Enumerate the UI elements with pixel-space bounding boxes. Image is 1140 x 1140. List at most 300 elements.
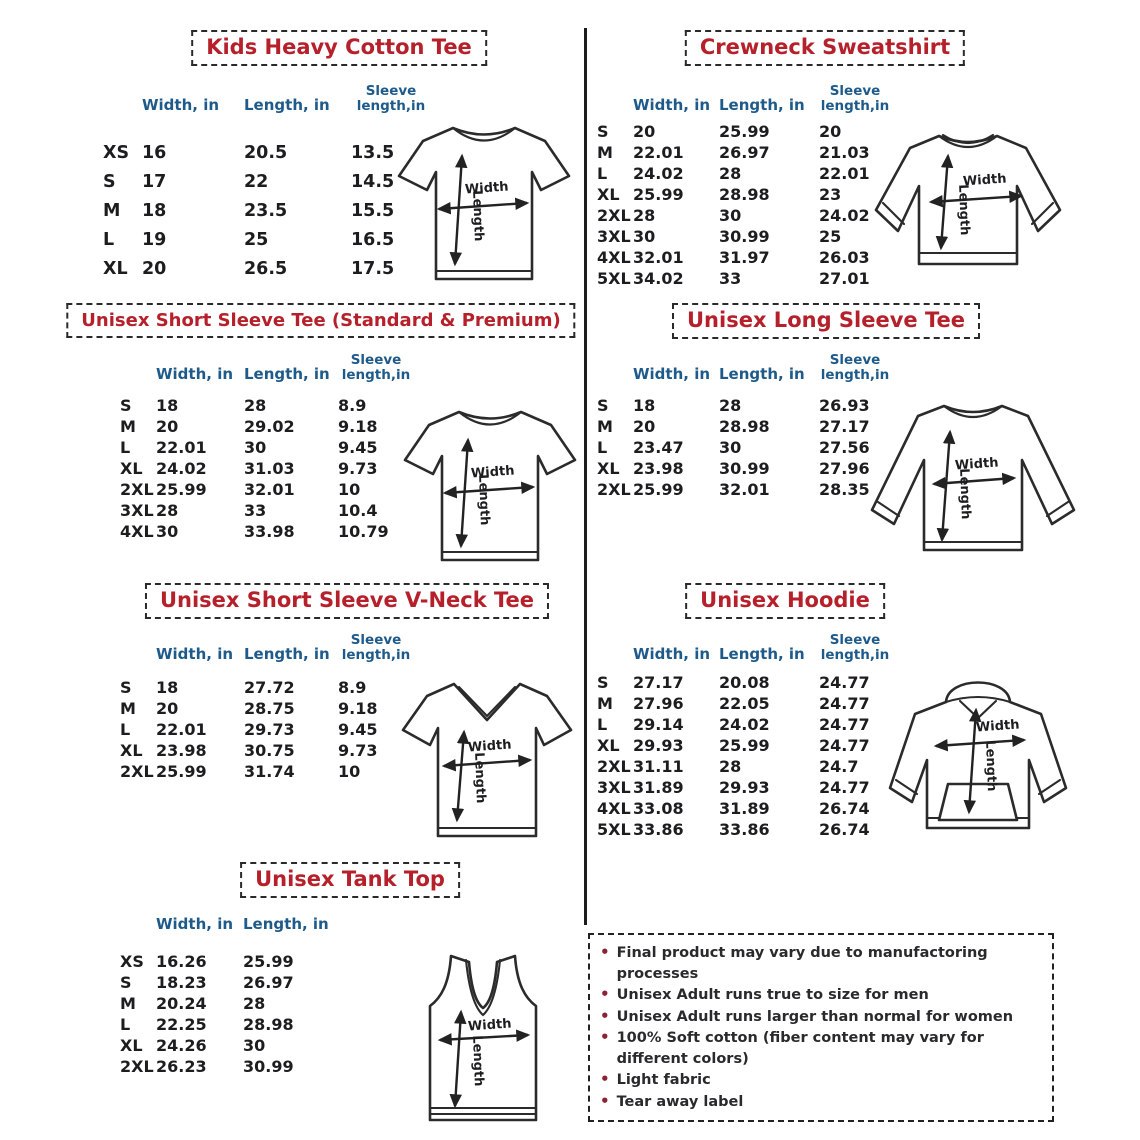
width-cell: 20 <box>633 417 656 437</box>
length-arrow-label: Length <box>469 1035 486 1087</box>
width-cell: 18 <box>142 200 167 221</box>
size-cell: M <box>120 417 136 437</box>
bullet-icon: • <box>600 985 610 1003</box>
size-cell: 4XL <box>120 522 154 542</box>
length-cell: 30 <box>244 438 267 458</box>
column-header-width: Width, in <box>156 645 234 664</box>
width-cell: 16 <box>142 142 167 163</box>
size-cell: M <box>103 200 121 221</box>
width-cell: 22.01 <box>156 720 207 740</box>
sleeve-cell: 10 <box>338 480 361 500</box>
table-row <box>103 167 436 196</box>
column-header-sleeve: Sleeve length,in <box>341 632 411 664</box>
table-row <box>597 226 896 247</box>
length-cell: 30.99 <box>719 227 770 247</box>
table-row <box>597 777 896 798</box>
section-title-std-tee: Unisex Short Sleeve Tee (Standard & Premium) <box>66 303 575 338</box>
length-cell: 30 <box>719 206 742 226</box>
width-cell: 19 <box>142 229 167 250</box>
length-cell: 29.02 <box>244 417 295 437</box>
width-cell: 25.99 <box>156 480 207 500</box>
sleeve-cell: 20 <box>819 122 842 142</box>
length-cell: 22 <box>244 171 269 192</box>
sleeve-cell: 8.9 <box>338 678 367 698</box>
column-divider <box>584 28 587 925</box>
length-cell: 30.99 <box>719 459 770 479</box>
size-cell: XS <box>120 951 144 971</box>
table-row <box>120 1014 338 1035</box>
sleeve-cell: 26.03 <box>819 248 870 268</box>
length-cell: 26.5 <box>244 258 288 279</box>
size-cell: XL <box>597 459 620 479</box>
length-cell: 29.93 <box>719 778 770 798</box>
hoodie-illustration <box>886 666 1070 854</box>
width-cell: 34.02 <box>633 269 684 289</box>
notes-list <box>600 942 1042 1112</box>
width-cell: 23.98 <box>633 459 684 479</box>
width-cell: 28 <box>633 206 656 226</box>
note-item <box>600 942 1042 984</box>
table-row <box>120 698 419 719</box>
sleeve-cell: 25 <box>819 227 842 247</box>
table-row <box>120 437 419 458</box>
sleeve-cell: 14.5 <box>351 171 395 192</box>
width-cell: 22.01 <box>156 438 207 458</box>
column-header-length: Length, in <box>244 365 330 384</box>
size-cell: L <box>120 438 131 458</box>
sleeve-cell: 10.4 <box>338 501 378 521</box>
note-item <box>600 984 1042 1006</box>
sleeve-cell: 24.02 <box>819 206 870 226</box>
width-cell: 22.01 <box>633 143 684 163</box>
sleeve-cell: 9.73 <box>338 459 378 479</box>
bullet-icon: • <box>600 943 610 961</box>
length-arrow-label: Length <box>956 468 973 520</box>
table-rows <box>120 951 338 1077</box>
size-table-hoodie <box>597 633 896 840</box>
column-header-width: Width, in <box>633 365 711 384</box>
size-cell: L <box>120 1014 131 1034</box>
width-cell: 33.86 <box>633 820 684 840</box>
table-row <box>597 672 896 693</box>
width-arrow-label: Width <box>464 179 510 198</box>
size-cell: 2XL <box>120 480 154 500</box>
table-row <box>120 521 419 542</box>
sleeve-cell: 16.5 <box>351 229 395 250</box>
size-cell: L <box>103 229 115 250</box>
column-header-sleeve: Sleeve length,in <box>356 83 426 115</box>
table-row <box>597 458 896 479</box>
size-cell: 2XL <box>597 757 631 777</box>
length-cell: 28 <box>719 164 742 184</box>
size-cell: 3XL <box>597 227 631 247</box>
column-header-width: Width, in <box>156 365 234 384</box>
width-arrow-label: Width <box>954 455 1000 474</box>
width-cell: 29.14 <box>633 715 684 735</box>
sleeve-cell: 24.77 <box>819 736 870 756</box>
table-rows <box>103 138 436 283</box>
table-row <box>120 395 419 416</box>
width-cell: 28 <box>156 501 179 521</box>
width-cell: 18 <box>156 678 179 698</box>
width-arrow-label: Width <box>470 463 516 482</box>
table-row <box>597 756 896 777</box>
sleeve-cell: 9.73 <box>338 741 378 761</box>
length-cell: 26.97 <box>719 143 770 163</box>
width-cell: 18.23 <box>156 972 207 992</box>
width-cell: 25.99 <box>633 480 684 500</box>
length-cell: 28 <box>244 396 267 416</box>
table-rows <box>120 395 419 542</box>
width-cell: 23.47 <box>633 438 684 458</box>
length-cell: 29.73 <box>244 720 295 740</box>
table-row <box>597 819 896 840</box>
size-cell: 3XL <box>597 778 631 798</box>
note-item <box>600 1027 1042 1069</box>
table-header-row <box>597 633 896 663</box>
size-cell: XL <box>597 185 620 205</box>
size-cell: 2XL <box>120 762 154 782</box>
length-cell: 20.08 <box>719 673 770 693</box>
note-text: Unisex Adult runs true to size for men <box>616 987 929 1003</box>
section-title-vneck: Unisex Short Sleeve V-Neck Tee <box>145 583 549 619</box>
size-cell: S <box>597 122 609 142</box>
length-cell: 25.99 <box>719 122 770 142</box>
width-cell: 22.25 <box>156 1014 207 1034</box>
length-cell: 30.75 <box>244 741 295 761</box>
length-cell: 27.72 <box>244 678 295 698</box>
table-row <box>120 500 419 521</box>
table-row <box>120 479 419 500</box>
width-cell: 18 <box>633 396 656 416</box>
width-cell: 24.02 <box>633 164 684 184</box>
section-title-hoodie: Unisex Hoodie <box>685 583 885 619</box>
sleeve-cell: 9.18 <box>338 417 378 437</box>
width-arrow-label: Width <box>467 1016 513 1035</box>
table-row <box>597 693 896 714</box>
size-table-kids-tee <box>103 84 436 283</box>
table-row <box>103 254 436 283</box>
width-cell: 27.96 <box>633 694 684 714</box>
longsleeve-illustration <box>862 392 1084 577</box>
column-header-width: Width, in <box>633 96 711 115</box>
sleeve-cell: 24.77 <box>819 778 870 798</box>
width-cell: 24.02 <box>156 459 207 479</box>
table-row <box>597 247 896 268</box>
sleeve-cell: 10.79 <box>338 522 389 542</box>
width-cell: 27.17 <box>633 673 684 693</box>
width-cell: 30 <box>633 227 656 247</box>
length-cell: 28.98 <box>719 185 770 205</box>
size-cell: 2XL <box>597 480 631 500</box>
table-header-row <box>120 916 338 933</box>
length-arrow-label: Length <box>475 474 492 526</box>
table-header-row <box>597 353 896 383</box>
size-cell: XL <box>120 741 143 761</box>
size-cell: 5XL <box>597 820 631 840</box>
size-cell: 2XL <box>597 206 631 226</box>
table-row <box>597 184 896 205</box>
column-header-width: Width, in <box>142 96 220 115</box>
table-rows <box>597 121 896 289</box>
column-header-length: Length, in <box>719 645 805 664</box>
length-cell: 26.97 <box>243 972 294 992</box>
width-arrow-label: Width <box>467 737 513 756</box>
table-header-row <box>597 84 896 114</box>
length-cell: 24.02 <box>719 715 770 735</box>
sleeve-cell: 17.5 <box>351 258 395 279</box>
vneck-illustration <box>400 670 575 846</box>
width-cell: 30 <box>156 522 179 542</box>
table-header-row <box>120 353 419 383</box>
sleeve-cell: 24.7 <box>819 757 859 777</box>
column-header-length: Length, in <box>243 915 329 933</box>
table-row <box>120 719 419 740</box>
table-row <box>120 458 419 479</box>
length-cell: 25.99 <box>719 736 770 756</box>
length-cell: 23.5 <box>244 200 288 221</box>
notes-box <box>588 933 1054 1122</box>
table-row <box>597 268 896 289</box>
length-cell: 32.01 <box>719 480 770 500</box>
sleeve-cell: 23 <box>819 185 842 205</box>
table-row <box>120 1056 338 1077</box>
size-cell: S <box>120 972 132 992</box>
size-cell: 3XL <box>120 501 154 521</box>
length-cell: 28 <box>719 396 742 416</box>
table-row <box>120 677 419 698</box>
table-row <box>597 416 896 437</box>
bullet-icon: • <box>600 1028 610 1046</box>
column-header-sleeve: Sleeve length,in <box>820 632 890 664</box>
length-cell: 25.99 <box>243 951 294 971</box>
width-cell: 29.93 <box>633 736 684 756</box>
sleeve-cell: 10 <box>338 762 361 782</box>
table-row <box>597 395 896 416</box>
width-cell: 24.26 <box>156 1035 207 1055</box>
table-header-row <box>103 84 436 114</box>
sleeve-cell: 15.5 <box>351 200 395 221</box>
table-header-row <box>120 633 419 663</box>
length-cell: 33 <box>719 269 742 289</box>
table-row <box>597 163 896 184</box>
length-cell: 33.98 <box>244 522 295 542</box>
width-cell: 31.11 <box>633 757 684 777</box>
size-cell: XL <box>120 1035 143 1055</box>
sleeve-cell: 9.45 <box>338 720 378 740</box>
width-cell: 31.89 <box>633 778 684 798</box>
table-row <box>120 993 338 1014</box>
length-cell: 30 <box>243 1035 266 1055</box>
table-row <box>597 121 896 142</box>
width-cell: 23.98 <box>156 741 207 761</box>
sleeve-cell: 27.56 <box>819 438 870 458</box>
width-cell: 20 <box>156 417 179 437</box>
sleeve-cell: 27.96 <box>819 459 870 479</box>
length-cell: 28 <box>719 757 742 777</box>
length-cell: 28.75 <box>244 699 295 719</box>
length-cell: 22.05 <box>719 694 770 714</box>
table-row <box>120 1035 338 1056</box>
width-cell: 18 <box>156 396 179 416</box>
note-item <box>600 1069 1042 1091</box>
section-title-crewneck: Crewneck Sweatshirt <box>685 30 965 66</box>
sleeve-cell: 27.01 <box>819 269 870 289</box>
length-cell: 25 <box>244 229 269 250</box>
note-text: Unisex Adult runs larger than normal for women <box>616 1008 1014 1025</box>
table-row <box>597 437 896 458</box>
column-header-width: Width, in <box>633 645 711 664</box>
width-cell: 26.23 <box>156 1056 207 1076</box>
sleeve-cell: 26.93 <box>819 396 870 416</box>
table-row <box>120 761 419 782</box>
size-cell: M <box>597 143 613 163</box>
sleeve-cell: 24.77 <box>819 694 870 714</box>
table-row <box>120 416 419 437</box>
width-cell: 20.24 <box>156 993 207 1013</box>
sleeve-cell: 27.17 <box>819 417 870 437</box>
length-cell: 30.99 <box>243 1056 294 1076</box>
length-arrow-label: Length <box>955 184 972 236</box>
table-row <box>597 479 896 500</box>
bullet-icon: • <box>600 1091 610 1110</box>
length-cell: 28.98 <box>243 1014 294 1034</box>
size-cell: S <box>103 171 116 192</box>
size-cell: 4XL <box>597 248 631 268</box>
note-text: Light fabric <box>616 1072 711 1088</box>
sleeve-cell: 21.03 <box>819 143 870 163</box>
size-cell: S <box>120 396 132 416</box>
length-cell: 32.01 <box>244 480 295 500</box>
tshirt-illustration <box>398 396 582 572</box>
size-table-long-sleeve <box>597 353 896 500</box>
table-row <box>120 972 338 993</box>
length-arrow-label: Length <box>471 752 488 804</box>
width-arrow-label: Width <box>962 171 1008 190</box>
width-cell: 20 <box>142 258 167 279</box>
width-cell: 25.99 <box>156 762 207 782</box>
table-row <box>103 225 436 254</box>
size-cell: M <box>120 699 136 719</box>
size-cell: L <box>120 720 131 740</box>
table-row <box>120 740 419 761</box>
size-cell: XL <box>103 258 128 279</box>
table-rows <box>597 672 896 840</box>
table-row <box>103 196 436 225</box>
sleeve-cell: 9.45 <box>338 438 378 458</box>
size-table-std-tee <box>120 353 419 542</box>
column-header-sleeve: Sleeve length,in <box>820 83 890 115</box>
sleeve-cell: 26.74 <box>819 820 870 840</box>
note-item <box>600 1091 1042 1113</box>
table-row <box>120 951 338 972</box>
length-arrow-label: Length <box>982 740 999 792</box>
column-header-sleeve: Sleeve length,in <box>341 352 411 384</box>
sleeve-cell: 9.18 <box>338 699 378 719</box>
width-cell: 32.01 <box>633 248 684 268</box>
sleeve-cell: 26.74 <box>819 799 870 819</box>
width-cell: 20 <box>633 122 656 142</box>
sleeve-cell: 24.77 <box>819 673 870 693</box>
section-title-long-sleeve: Unisex Long Sleeve Tee <box>672 303 980 339</box>
length-cell: 33 <box>244 501 267 521</box>
size-cell: XL <box>597 736 620 756</box>
length-cell: 31.03 <box>244 459 295 479</box>
column-header-length: Length, in <box>719 96 805 115</box>
size-cell: XL <box>120 459 143 479</box>
size-table-vneck <box>120 633 419 782</box>
width-cell: 16.26 <box>156 951 207 971</box>
size-cell: L <box>597 715 608 735</box>
size-table-crewneck <box>597 84 896 289</box>
width-cell: 20 <box>156 699 179 719</box>
sleeve-cell: 24.77 <box>819 715 870 735</box>
sleeve-cell: 28.35 <box>819 480 870 500</box>
size-cell: S <box>597 673 609 693</box>
table-row <box>597 142 896 163</box>
length-cell: 31.74 <box>244 762 295 782</box>
table-rows <box>597 395 896 500</box>
column-header-width: Width, in <box>156 915 234 933</box>
length-cell: 31.97 <box>719 248 770 268</box>
column-header-sleeve: Sleeve length,in <box>820 352 890 384</box>
tshirt-illustration <box>392 112 576 292</box>
note-item <box>600 1006 1042 1028</box>
size-cell: 2XL <box>120 1056 154 1076</box>
note-text: Tear away label <box>616 1093 744 1110</box>
sleeve-cell: 22.01 <box>819 164 870 184</box>
bullet-icon: • <box>600 1070 610 1088</box>
width-cell: 25.99 <box>633 185 684 205</box>
size-cell: 4XL <box>597 799 631 819</box>
size-table-tank <box>120 916 338 1077</box>
note-text: 100% Soft cotton (fiber content may vary for different colors) <box>616 1030 984 1067</box>
size-cell: S <box>120 678 132 698</box>
size-cell: L <box>597 438 608 458</box>
note-text: Final product may vary due to manufactoring processes <box>616 945 988 982</box>
width-arrow-label: Width <box>975 717 1021 736</box>
column-header-length: Length, in <box>244 645 330 664</box>
size-cell: 5XL <box>597 269 631 289</box>
length-cell: 20.5 <box>244 142 288 163</box>
length-cell: 33.86 <box>719 820 770 840</box>
sweatshirt-illustration <box>863 118 1073 296</box>
table-row <box>597 798 896 819</box>
size-cell: XS <box>103 142 130 163</box>
section-title-kids-tee: Kids Heavy Cotton Tee <box>191 30 487 66</box>
table-rows <box>120 677 419 782</box>
length-arrow-label: Length <box>469 190 486 242</box>
length-cell: 31.89 <box>719 799 770 819</box>
width-cell: 17 <box>142 171 167 192</box>
table-row <box>103 138 436 167</box>
length-cell: 28.98 <box>719 417 770 437</box>
size-cell: M <box>120 993 136 1013</box>
sleeve-cell: 8.9 <box>338 396 367 416</box>
table-row <box>597 735 896 756</box>
column-header-length: Length, in <box>244 96 330 115</box>
tanktop-illustration <box>418 948 548 1124</box>
section-title-tank: Unisex Tank Top <box>240 862 460 898</box>
table-row <box>597 714 896 735</box>
width-cell: 33.08 <box>633 799 684 819</box>
size-cell: S <box>597 396 609 416</box>
size-cell: M <box>597 694 613 714</box>
table-row <box>597 205 896 226</box>
bullet-icon: • <box>600 1006 610 1025</box>
sleeve-cell: 13.5 <box>351 142 395 163</box>
length-cell: 30 <box>719 438 742 458</box>
